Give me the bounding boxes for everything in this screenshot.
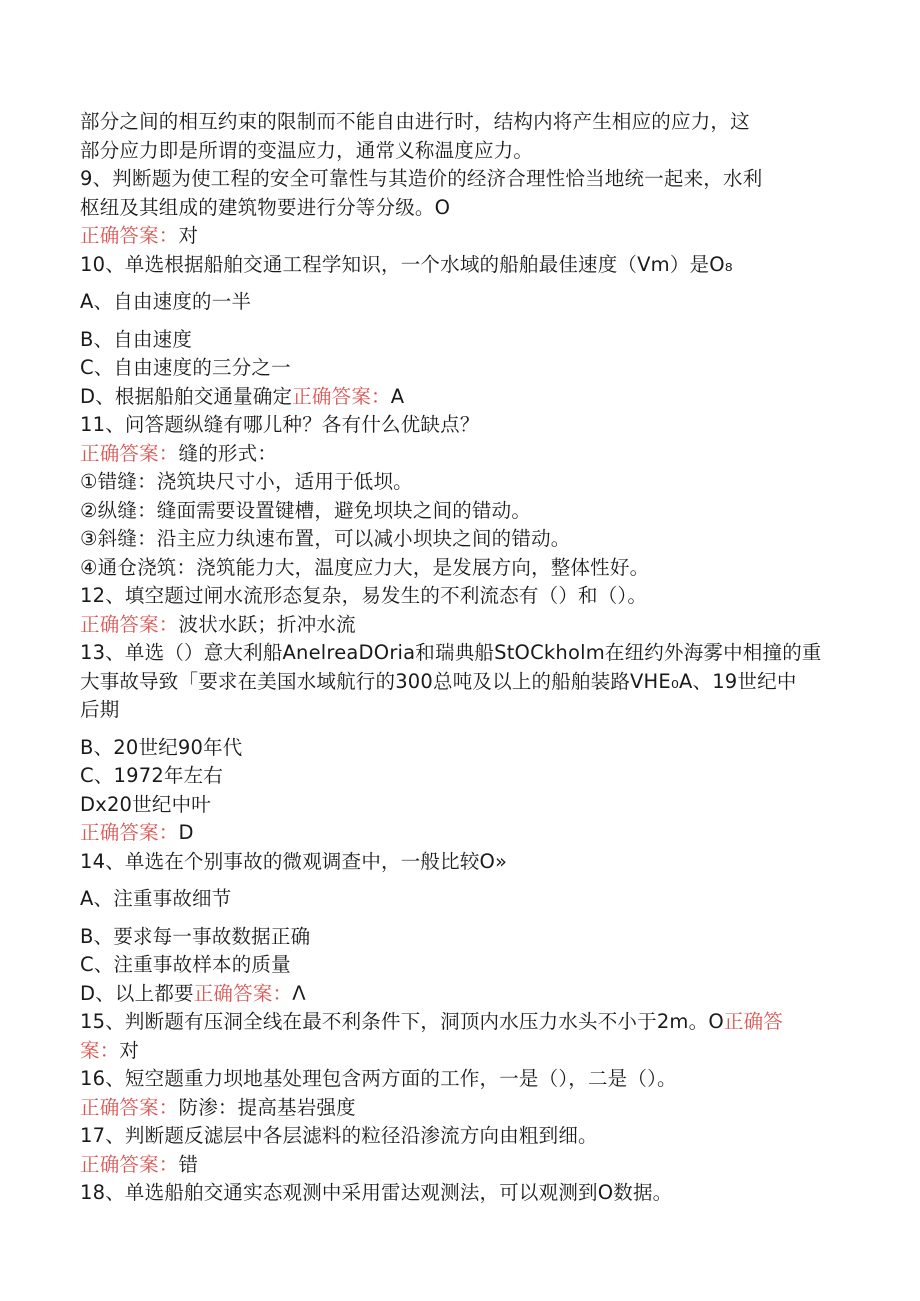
question-16: 16、短空题重力坝地基处理包含两方面的工作，一是（），二是（）。 — [80, 1067, 677, 1090]
option-line: A、自由速度的一半 — [80, 290, 252, 313]
text-line: ②纵缝：缝面需要设置键槽，避免坝块之间的错动。 — [80, 498, 532, 522]
answer-label: 正确答案： — [80, 821, 179, 844]
answer-line: 正确答案：防渗：提高基岩强度 — [80, 1095, 356, 1119]
answer-label: 案： — [80, 1038, 120, 1062]
question-15: 15、判断题有压洞全线在最不利条件下，洞顶内水压力水头不小于2m。O正确答 — [80, 1010, 783, 1033]
text-line: ①错缝：浇筑块尺寸小，适用于低坝。 — [80, 470, 413, 493]
option-line: C、注重事故样本的质量 — [80, 953, 291, 976]
text-line: 后期 — [80, 698, 120, 721]
answer-label: 正确答案： — [80, 612, 179, 636]
option-line: C、自由速度的三分之一 — [80, 356, 291, 379]
option-line: B、20世纪90年代 — [80, 735, 243, 759]
answer-line: 正确答案：对 — [80, 224, 199, 247]
option-line: Dx20世纪中叶 — [80, 792, 211, 816]
document-body — [80, 108, 840, 1208]
text-line: 部分之间的相互约束的限制而不能自由进行时，结构内将产生相应的应力，这 — [80, 110, 750, 133]
answer-line: 案：对 — [80, 1038, 140, 1062]
answer-label: 正确答案： — [80, 441, 179, 465]
question-13: 13、单选（）意大利船AnelreaDOria和瑞典船StOCkholm在纽约外海雾中相撞的重 — [80, 641, 822, 664]
answer-label: 正确答案： — [80, 224, 179, 247]
question-14: 14、单选在个别事故的微观调查中，一般比较O» — [80, 849, 508, 873]
text-line: 枢纽及其组成的建筑物要进行分等分级。O — [80, 195, 451, 219]
answer-line: 正确答案：波状水跃；折冲水流 — [80, 612, 356, 636]
answer-label: 正确答 — [723, 1010, 783, 1033]
text-line: ④通仓浇筑：浇筑能力大，温度应力大，是发展方向，整体性好。 — [80, 555, 650, 579]
option-line: D、根据船舶交通量确定正确答案：A — [80, 384, 405, 408]
question-18: 18、单选船舶交通实态观测中采用雷达观测法，可以观测到O数据。 — [80, 1181, 673, 1204]
text-line: ③斜缝：沿主应力纨速布置，可以减小坝块之间的错动。 — [80, 527, 571, 550]
option-line: D、以上都要正确答案：Λ — [80, 981, 306, 1005]
question-11: 11、问答题纵缝有哪儿种？各有什么优缺点？ — [80, 413, 480, 436]
question-10: 10、单选根据船舶交通工程学知识，一个水域的船舶最佳速度（Vm）是O₈ — [80, 252, 733, 276]
answer-line: 正确答案：缝的形式： — [80, 441, 278, 465]
option-line: B、自由速度 — [80, 327, 193, 351]
option-line: A、注重事故细节 — [80, 887, 232, 910]
answer-label: 正确答案： — [80, 1095, 179, 1119]
answer-label: 正确答案： — [193, 981, 293, 1005]
question-17: 17、判断题反滤层中各层滤料的粒径沿渗流方向由粗到细。 — [80, 1124, 598, 1147]
answer-label: 正确答案： — [292, 384, 391, 408]
text-line: 大事故导致「要求在美国水域航行的300总吨及以上的船舶装路VHE₀A、19世纪中 — [80, 669, 797, 693]
answer-line: 正确答案：D — [80, 821, 194, 844]
option-line: C、1972年左右 — [80, 764, 224, 787]
answer-label: 正确答案： — [80, 1152, 179, 1176]
question-12: 12、填空题过闸水流形态复杂，易发生的不利流态有（）和（）。 — [80, 584, 648, 607]
text-line: 部分应力即是所谓的变温应力，通常义称温度应力。 — [80, 138, 534, 162]
question-9: 9、判断题为使工程的安全可靠性与其造价的经济合理性恰当地统一起来，水利 — [80, 167, 763, 190]
option-line: B、要求每一事故数据正确 — [80, 924, 311, 948]
answer-line: 正确答案：错 — [80, 1152, 199, 1176]
